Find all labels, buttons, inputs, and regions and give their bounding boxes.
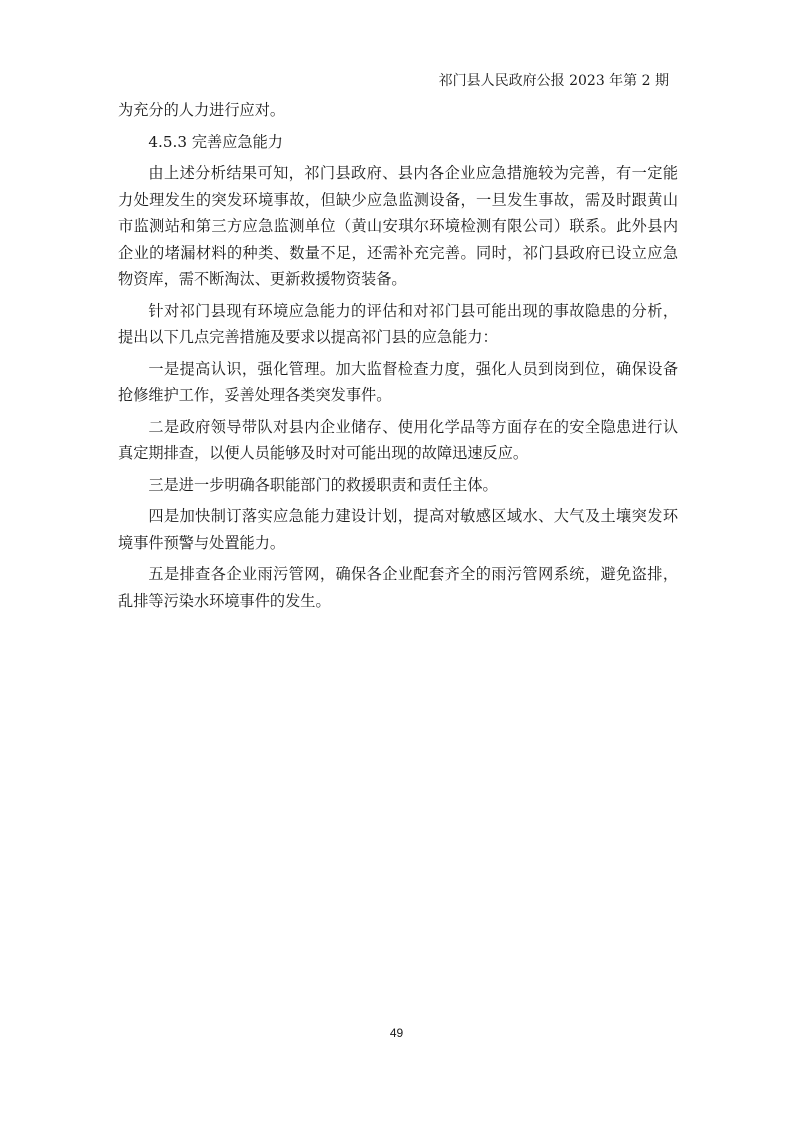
paragraph: 针对祁门县现有环境应急能力的评估和对祁门县可能出现的事故隐患的分析，提出以下几点完善措施及要求以提高祁门县的应急能力： xyxy=(118,301,678,346)
list-item-paragraph: 五是排查各企业雨污管网，确保各企业配套齐全的雨污管网系统，避免盗排，乱排等污染水环境事件的发生。 xyxy=(118,565,678,610)
list-item-paragraph: 三是进一步明确各职能部门的救援职责和责任主体。 xyxy=(148,475,498,494)
page-number: 49 xyxy=(389,1026,404,1040)
paragraph: 由上述分析结果可知，祁门县政府、县内各企业应急措施较为完善，有一定能力处理发生的突发环境事故，但缺少应急监测设备，一旦发生事故，需及时跟黄山市监测站和第三方应急监测单位（黄山安琪尔环境检测有限公司）联系。此外县内企业的堵漏材料的种类、数量不足，还需补充完善。同时，祁门县政府已设立应急物资库，需不断淘汰、更新救援物资装备。 xyxy=(118,164,678,288)
paragraph-continuation: 为充分的人力进行应对。 xyxy=(118,101,286,119)
page-header: 祁门县人民政府公报 2023 年第 2 期 xyxy=(438,73,669,89)
section-heading: 4.5.3 完善应急能力 xyxy=(148,132,283,151)
list-item-paragraph: 二是政府领导带队对县内企业储存、使用化学品等方面存在的安全隐患进行认真定期排查，以便人员能够及时对可能出现的故障迅速反应。 xyxy=(118,417,678,462)
list-item-paragraph: 四是加快制订落实应急能力建设计划，提高对敏感区域水、大气及土壤突发环境事件预警与处置能力。 xyxy=(118,507,678,552)
body-text xyxy=(118,97,678,619)
list-item-paragraph: 一是提高认识，强化管理。加大监督检查力度，强化人员到岗到位，确保设备抢修维护工作，妥善处理各类突发事件。 xyxy=(118,359,678,404)
